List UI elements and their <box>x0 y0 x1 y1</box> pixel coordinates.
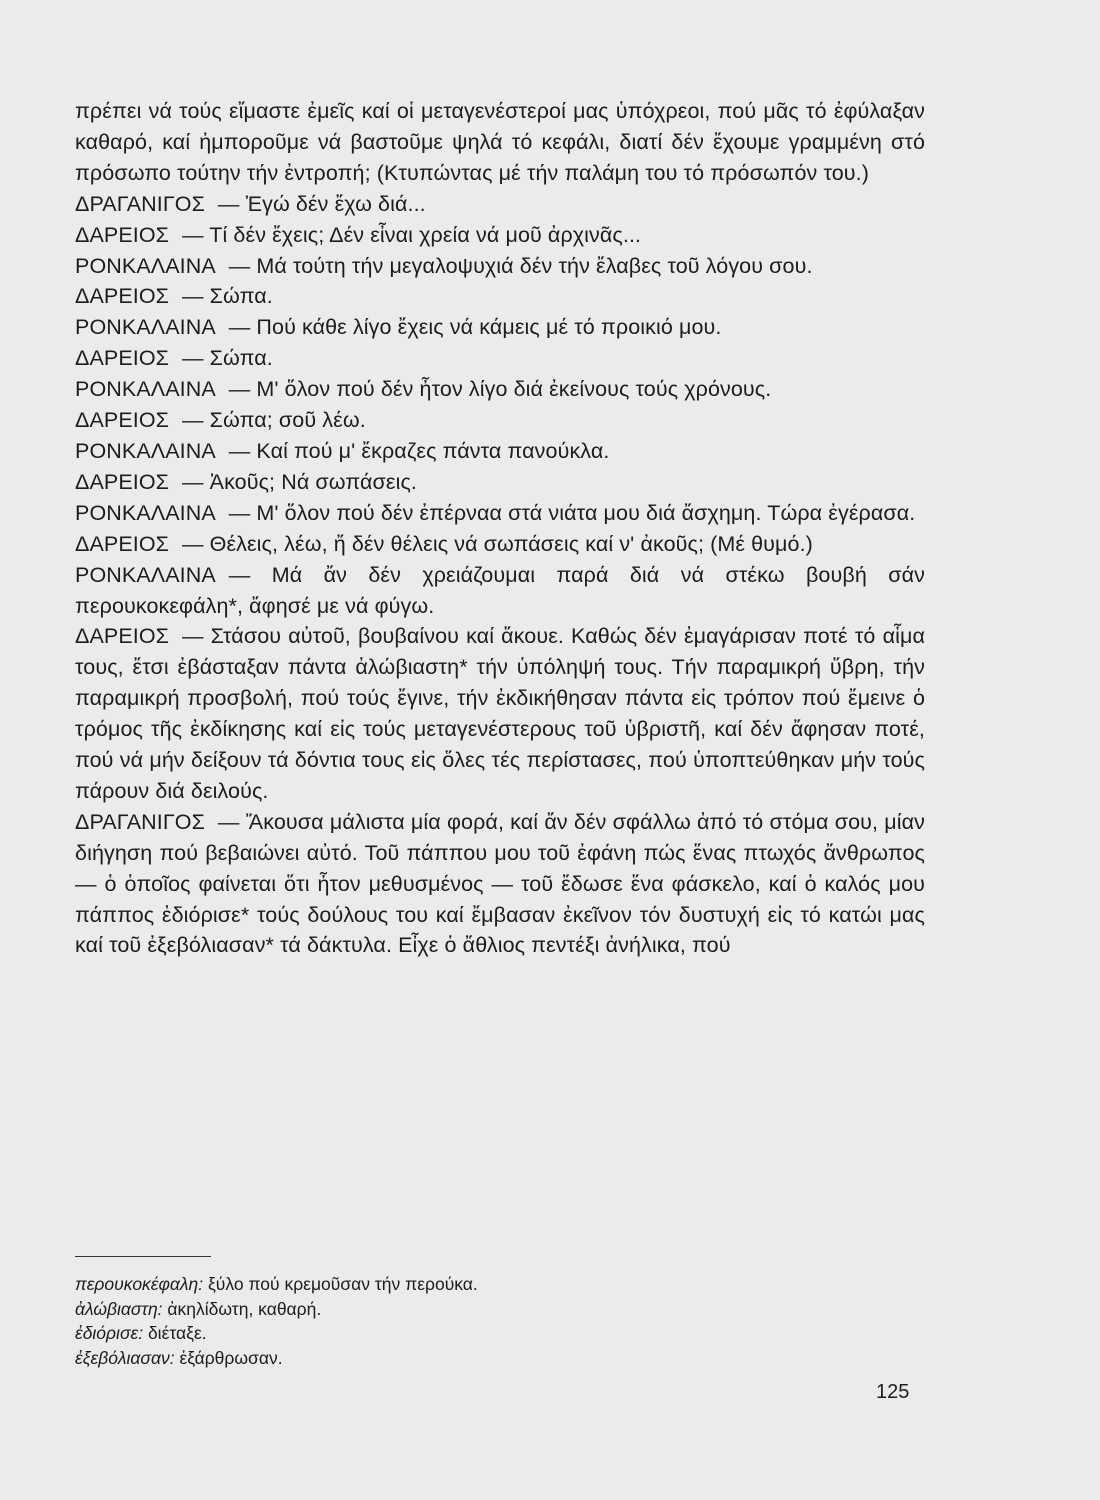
paragraph-continuation <box>75 96 925 189</box>
dialogue-line <box>75 807 925 962</box>
dialogue-line <box>75 621 925 806</box>
speaker-name: ΡΟΝΚΑΛΑΙΝΑ <box>75 562 216 587</box>
dialogue-line <box>75 405 925 436</box>
dialogue-text: — Σώπα. <box>181 346 273 371</box>
speaker-name: ΔΑΡΕΙΟΣ <box>75 469 170 494</box>
dialogue-line <box>75 281 925 312</box>
speaker-name: ΔΑΡΕΙΟΣ <box>75 346 170 371</box>
footnote-definition: ἐξάρθρωσαν. <box>179 1347 283 1368</box>
dialogue-line <box>75 498 925 529</box>
dialogue-text: — Μ' ὅλον πού δέν ἦτον λίγο διά ἐκείνους τούς χρόνους. <box>228 377 772 402</box>
footnote <box>75 1321 925 1346</box>
dialogue-line <box>75 251 925 282</box>
dialogue-line <box>75 189 925 220</box>
dialogue-text: — Μά ἄν δέν χρειάζουμαι παρά διά νά στέκω βουβή σάν περουκοκεφάλη*, ἄφησέ με νά φύγω. <box>75 562 925 618</box>
footnote-term: ἐδιόρισε: <box>75 1323 144 1343</box>
dialogue-line <box>75 343 925 374</box>
speaker-name: ΡΟΝΚΑΛΑΙΝΑ <box>75 438 216 463</box>
footnote-definition: ξύλο πού κρεμοῦσαν τήν περούκα. <box>207 1274 478 1294</box>
dialogue-line <box>75 467 925 498</box>
speaker-name: ΔΑΡΕΙΟΣ <box>75 222 170 247</box>
footnote <box>75 1297 925 1322</box>
dialogue-line <box>75 220 925 251</box>
footnotes <box>75 1272 925 1370</box>
speaker-name: ΡΟΝΚΑΛΑΙΝΑ <box>75 315 216 340</box>
speaker-name: ΡΟΝΚΑΛΑΙΝΑ <box>75 377 216 402</box>
speaker-name: ΔΑΡΕΙΟΣ <box>75 531 170 556</box>
dialogue-text: — Μ' ὅλον πού δέν ἐπέρναα στά νιάτα μου διά ἄσχημη. Τώρα ἐγέρασα. <box>228 500 916 525</box>
speaker-name: ΔΑΡΕΙΟΣ <box>75 284 170 309</box>
dialogue-line <box>75 374 925 405</box>
dialogue-text: — Σώπα; σοῦ λέω. <box>181 408 366 433</box>
dialogue-text: — Μά τούτη τήν μεγαλοψυχιά δέν τήν ἔλαβες τοῦ λόγου σου. <box>228 253 813 278</box>
dialogue-line <box>75 312 925 343</box>
footnote-divider <box>75 1256 211 1257</box>
footnote-definition: διέταξε. <box>147 1323 207 1343</box>
main-text <box>75 96 925 961</box>
dialogue-text: — Ἀκοῦς; Νά σωπάσεις. <box>181 469 417 494</box>
dialogue-text: — Θέλεις, λέω, ἤ δέν θέλεις νά σωπάσεις καί ν' ἀκοῦς; (Μέ θυμό.) <box>181 531 813 556</box>
speaker-name: ΔΡΑΓΑΝΙΓΟΣ <box>75 809 206 834</box>
footnote <box>75 1272 925 1297</box>
dialogue-text: — Πού κάθε λίγο ἔχεις νά κάμεις μέ τό προικιό μου. <box>228 315 722 340</box>
speaker-name: ΔΑΡΕΙΟΣ <box>75 408 170 433</box>
dialogue-text: — Ἐγώ δέν ἔχω διά... <box>217 191 426 216</box>
dialogue-line <box>75 529 925 560</box>
dialogue-line <box>75 436 925 467</box>
dialogue-text: — Στάσου αὐτοῦ, βουβαίνου καί ἄκουε. Καθώς δέν ἐμαγάρισαν ποτέ τό αἷμα τους, ἔτσι ἐβάσταξαν πάντα ἀλώβιαστη* τήν ὑπόληψή τους. Τήν παραμικρή ὕβρη, τήν παραμικρή προσβολή, πού τούς ἔγινε, τήν ἐκδικήθησαν πάντα εἰς τρόπον πού ἔμεινε ὁ τρόμος τῆς ἐκδίκησης καί εἰς τούς μεταγενέστερους τοῦ ὑβριστῆ, καί δέν ἄφησαν ποτέ, πού νά μήν δείξουν τά δόντια τους εἰς ὅλες τές περίστασες, πού ὑποπτεύθηκαν μήν τούς πάρουν διά δειλούς. <box>75 624 925 803</box>
dialogue-text: — Καί πού μ' ἔκραζες πάντα πανούκλα. <box>228 438 610 463</box>
footnote-definition: ἀκηλίδωτη, καθαρή. <box>167 1298 322 1319</box>
footnote <box>75 1346 925 1371</box>
dialogue-text: — Τί δέν ἔχεις; Δέν εἶναι χρεία νά μοῦ ἀρχινᾶς... <box>181 222 642 247</box>
footnote-term: ἐξεβόλιασαν: <box>75 1347 175 1368</box>
dialogue-text: — Ἄκουσα μάλιστα μία φορά, καί ἄν δέν σφάλλω ἀπό τό στόμα σου, μίαν διήγηση πού βεβαιώνει αὐτό. Τοῦ πάππου μου τοῦ ἐφάνη πώς ἕνας πτωχός ἄνθρωπος — ὁ ὁποῖος φαίνεται ὅτι ἦτον μεθυσμένος — τοῦ ἔδωσε ἕνα φάσκελο, καί ὁ καλός μου πάππος ἐδιόρισε* τούς δούλους του καί ἔμβασαν ἐκεῖνον τόν δυστυχή εἰς τό κατώι μας καί τοῦ ἐξεβόλιασαν* τά δάκτυλα. Εἶχε ὁ ἄθλιος πεντέξι ἀνήλικα, πού <box>75 809 925 958</box>
page-number: 125 <box>876 1381 910 1403</box>
speaker-name: ΔΑΡΕΙΟΣ <box>75 624 170 649</box>
speaker-name: ΡΟΝΚΑΛΑΙΝΑ <box>75 500 216 525</box>
footnote-term: ἀλώβιαστη: <box>75 1298 163 1319</box>
footnote-term: περουκοκέφαλη: <box>75 1274 204 1294</box>
speaker-name: ΔΡΑΓΑΝΙΓΟΣ <box>75 191 206 216</box>
dialogue-text: — Σώπα. <box>181 284 273 309</box>
paragraph-text: πρέπει νά τούς εἴμαστε ἐμεῖς καί οἱ μεταγενέστεροί μας ὑπόχρεοι, πού μᾶς τό ἐφύλαξαν καθαρό, καί ἠμποροῦμε νά βαστοῦμε ψηλά τό κεφάλι, διατί δέν ἔχουμε γραμμένη στό πρόσωπο τούτην τήν ἐντροπή; (Κτυπώντας μέ τήν παλάμη του τό πρόσωπόν του.) <box>75 99 925 185</box>
dialogue-line <box>75 560 925 622</box>
speaker-name: ΡΟΝΚΑΛΑΙΝΑ <box>75 253 216 278</box>
